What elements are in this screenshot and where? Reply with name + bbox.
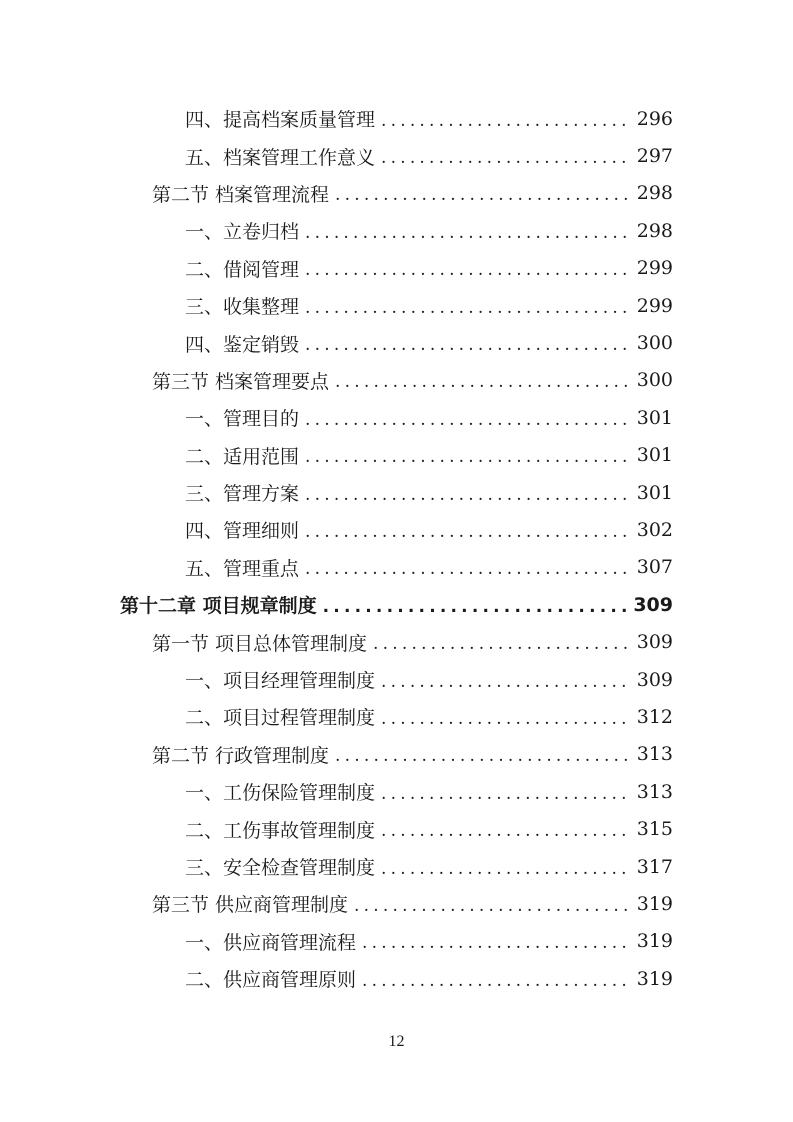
- toc-entry-title: 二、项目过程管理制度: [185, 707, 376, 730]
- toc-entry[interactable]: [0, 474, 793, 511]
- toc-entry-page: 307: [636, 556, 673, 579]
- toc-entry-title: 第三节 档案管理要点: [152, 370, 330, 393]
- toc-leader-dots: [305, 447, 631, 467]
- toc-leader-dots: [381, 672, 631, 692]
- toc-leader-dots: [305, 559, 631, 579]
- toc-entry-title: 第三节 供应商管理制度: [152, 894, 349, 917]
- toc-entry-page: 313: [636, 780, 673, 803]
- toc-entry-page: 319: [636, 967, 673, 990]
- toc-section-entry[interactable]: [0, 885, 793, 922]
- toc-leader-dots: [305, 223, 631, 243]
- toc-entry-title: 二、工伤事故管理制度: [185, 819, 376, 842]
- toc-leader-dots: [305, 335, 631, 355]
- toc-leader-dots: [381, 859, 631, 879]
- toc-entry[interactable]: [0, 137, 793, 174]
- toc-entry-page: 298: [636, 219, 673, 242]
- toc-entry[interactable]: [0, 324, 793, 361]
- toc-leader-dots: [335, 746, 631, 766]
- toc-entry-title: 一、管理目的: [185, 408, 300, 431]
- toc-chapter-entry[interactable]: [0, 586, 793, 623]
- toc-entry[interactable]: [0, 100, 793, 137]
- toc-entry-page: 319: [636, 892, 673, 915]
- toc-entry-page: 301: [636, 444, 673, 467]
- toc-section-entry[interactable]: [0, 175, 793, 212]
- toc-entry[interactable]: [0, 399, 793, 436]
- toc-entry-page: 309: [633, 593, 673, 616]
- toc-leader-dots: [381, 821, 631, 841]
- toc-entry-title: 一、立卷归档: [185, 221, 300, 244]
- toc-leader-dots: [305, 485, 631, 505]
- toc-entry[interactable]: [0, 960, 793, 997]
- toc-leader-dots: [381, 784, 631, 804]
- table-of-contents: [0, 100, 793, 997]
- toc-entry-title: 二、适用范围: [185, 445, 300, 468]
- toc-entry-page: 298: [636, 182, 673, 205]
- toc-entry-title: 三、安全检查管理制度: [185, 857, 376, 879]
- toc-entry-title: 第二节 行政管理制度: [152, 744, 330, 767]
- toc-entry-page: 299: [636, 257, 673, 280]
- toc-entry-title: 第一节 项目总体管理制度: [152, 632, 368, 655]
- toc-entry-title: 三、收集整理: [185, 296, 300, 319]
- toc-leader-dots: [381, 148, 631, 168]
- toc-entry-title: 四、鉴定销毁: [185, 333, 300, 356]
- toc-entry[interactable]: [0, 287, 793, 324]
- toc-entry[interactable]: [0, 511, 793, 548]
- toc-section-entry[interactable]: [0, 623, 793, 660]
- toc-leader-dots: [323, 597, 628, 617]
- toc-entry-title: 二、供应商管理原则: [185, 969, 357, 992]
- toc-entry[interactable]: [0, 437, 793, 474]
- toc-entry-page: 300: [636, 332, 673, 355]
- toc-entry[interactable]: [0, 698, 793, 735]
- toc-entry-title: 五、管理重点: [185, 557, 300, 580]
- toc-entry[interactable]: [0, 549, 793, 586]
- toc-leader-dots: [381, 709, 631, 729]
- toc-section-entry[interactable]: [0, 736, 793, 773]
- toc-entry-page: 309: [636, 668, 673, 691]
- toc-leader-dots: [354, 896, 631, 916]
- toc-leader-dots: [305, 410, 631, 430]
- toc-leader-dots: [305, 298, 631, 318]
- toc-entry-page: 315: [636, 818, 673, 841]
- toc-entry-page: 319: [636, 930, 673, 953]
- toc-entry[interactable]: [0, 848, 793, 885]
- toc-entry-page: 301: [636, 406, 673, 429]
- toc-entry[interactable]: [0, 212, 793, 249]
- toc-leader-dots: [335, 372, 631, 392]
- toc-entry-title: 四、提高档案质量管理: [185, 109, 376, 132]
- toc-entry-title: 第二节 档案管理流程: [152, 183, 330, 206]
- toc-entry-title: 三、管理方案: [185, 483, 300, 506]
- toc-entry-page: 309: [636, 631, 673, 654]
- toc-leader-dots: [305, 522, 631, 542]
- toc-entry[interactable]: [0, 810, 793, 847]
- toc-entry-page: 301: [636, 481, 673, 504]
- toc-entry-page: 297: [636, 145, 673, 168]
- toc-leader-dots: [373, 634, 631, 654]
- toc-leader-dots: [335, 185, 631, 205]
- toc-entry-page: 312: [636, 705, 673, 728]
- toc-entry-title: 一、项目经理管理制度: [185, 670, 376, 693]
- toc-entry[interactable]: [0, 661, 793, 698]
- page-number: 12: [388, 1033, 405, 1050]
- toc-entry-page: 317: [636, 855, 673, 878]
- toc-entry-page: 313: [636, 743, 673, 766]
- toc-entry-title: 第十二章 项目规章制度: [120, 595, 317, 618]
- toc-entry[interactable]: [0, 923, 793, 960]
- toc-leader-dots: [362, 971, 631, 991]
- toc-entry-page: 302: [636, 518, 673, 541]
- toc-entry-title: 四、管理细则: [185, 520, 300, 543]
- toc-entry-title: 一、供应商管理流程: [185, 931, 357, 954]
- toc-entry-page: 300: [636, 369, 673, 392]
- toc-entry-title: 二、借阅管理: [185, 258, 300, 281]
- toc-leader-dots: [381, 111, 631, 131]
- toc-leader-dots: [362, 933, 631, 953]
- toc-section-entry[interactable]: [0, 362, 793, 399]
- toc-entry-title: 一、工伤保险管理制度: [185, 782, 376, 805]
- toc-entry[interactable]: [0, 250, 793, 287]
- toc-entry-page: 296: [636, 107, 673, 130]
- toc-entry-page: 299: [636, 294, 673, 317]
- toc-entry-title: 五、档案管理工作意义: [185, 146, 376, 169]
- toc-entry[interactable]: [0, 773, 793, 810]
- toc-leader-dots: [305, 260, 631, 280]
